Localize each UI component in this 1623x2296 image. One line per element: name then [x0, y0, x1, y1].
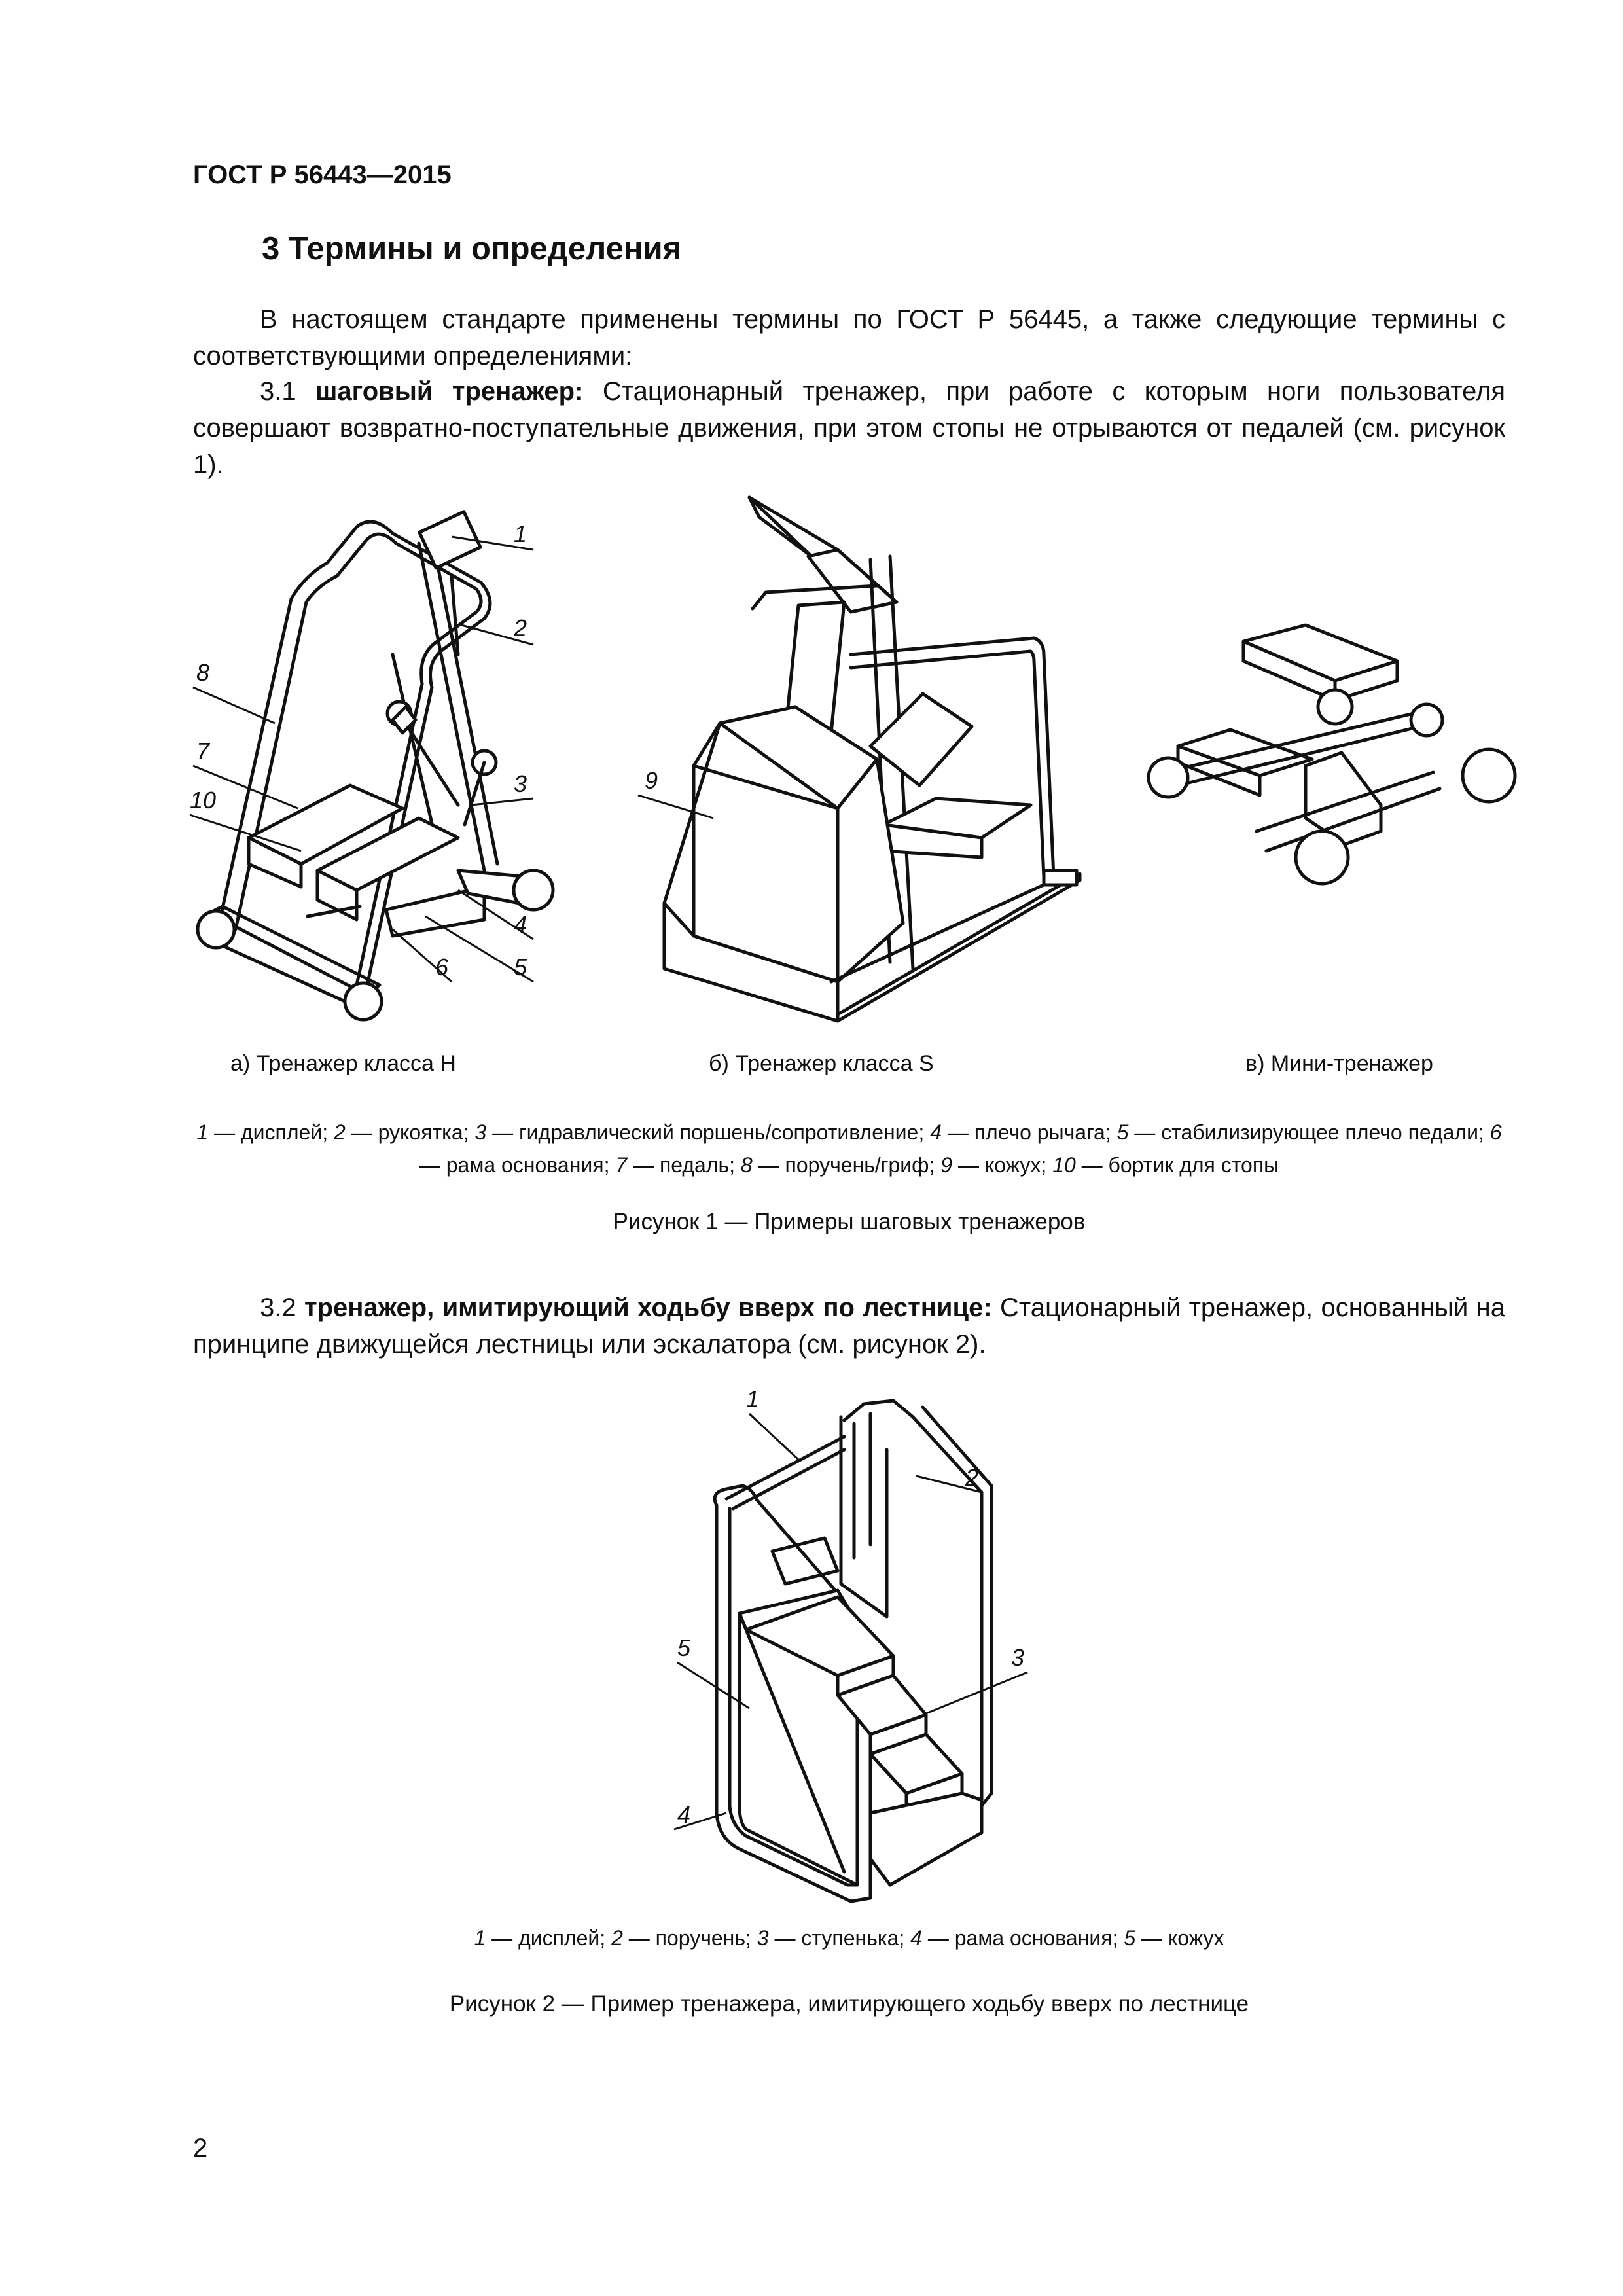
callout-6: 6	[435, 954, 449, 980]
legend-text: — плечо рычага;	[941, 1121, 1117, 1144]
legend-num: 1	[196, 1121, 209, 1144]
figure-2-legend	[193, 1922, 1505, 1954]
fig2-callout-1: 1	[746, 1386, 760, 1412]
figure-1b-caption: б) Тренажер класса S	[709, 1051, 934, 1076]
legend-text: — дисплей;	[486, 1926, 612, 1950]
legend-num: 4	[930, 1121, 942, 1144]
legend-num: 4	[910, 1926, 922, 1950]
figure-1-title: Рисунок 1 — Примеры шаговых тренажеров	[613, 1209, 1086, 1234]
term-3-1-term: шаговый тренажер:	[315, 377, 584, 406]
fig2-callout-5: 5	[677, 1634, 691, 1661]
legend-text: — дисплей;	[208, 1121, 334, 1144]
callout-5: 5	[514, 954, 527, 980]
fig2-callout-3: 3	[1011, 1644, 1025, 1671]
callout-3: 3	[514, 770, 527, 797]
legend-num: 3	[757, 1926, 769, 1950]
legend-num: 1	[474, 1926, 486, 1950]
fig2-callout-2: 2	[965, 1464, 979, 1491]
term-3-2-number: 3.2	[260, 1293, 296, 1322]
legend-num: 7	[615, 1153, 628, 1177]
legend-num: 2	[611, 1926, 623, 1950]
legend-text: — рама основания;	[921, 1926, 1124, 1950]
legend-num: 3	[474, 1121, 487, 1144]
callout-8: 8	[196, 659, 210, 686]
intro-text: В настоящем стандарте применены термины по ГОСТ Р 56445, а также следующие термины с соответствующими определениями:	[193, 305, 1505, 370]
legend-num: 8	[740, 1153, 753, 1177]
term-3-1-definition: Стационарный тренажер, при работе с которым ноги пользователя совершают возвратно-поступательные движения, при этом стопы не отрываются от педалей (см. рисунок 1).	[193, 377, 1505, 479]
legend-text: — ступенька;	[768, 1926, 911, 1950]
legend-text: — поручень/гриф;	[752, 1153, 941, 1177]
legend-num: 5	[1116, 1121, 1129, 1144]
term-3-2-definition: Стационарный тренажер, основанный на принципе движущейся лестницы или эскалатора (см. рисунок 2).	[193, 1293, 1506, 1359]
stair-climber-drawing	[715, 1401, 991, 1901]
legend-text: — рама основания;	[419, 1153, 616, 1177]
legend-num: 2	[333, 1121, 346, 1144]
figure-2-title: Рисунок 2 — Пример тренажера, имитирующего ходьбу вверх по лестнице	[449, 1991, 1249, 2017]
legend-num: 10	[1052, 1153, 1076, 1177]
legend-text: — гидравлический поршень/сопротивление;	[486, 1121, 931, 1144]
callout-1: 1	[514, 520, 527, 547]
legend-num: 9	[940, 1153, 953, 1177]
legend-num: 5	[1124, 1926, 1136, 1950]
legend-text: — поручень;	[622, 1926, 757, 1950]
legend-text: — кожух;	[952, 1153, 1053, 1177]
callout-2: 2	[514, 615, 527, 641]
page-number: 2	[193, 2134, 208, 2162]
callout-10: 10	[190, 787, 217, 814]
section-title: 3 Термины и определения	[262, 231, 682, 266]
legend-text: — педаль;	[627, 1153, 741, 1177]
callout-9: 9	[645, 767, 658, 794]
legend-num: 6	[1489, 1121, 1502, 1144]
figure-1a-caption: а) Тренажер класса H	[230, 1051, 456, 1076]
legend-text: — стабилизирующее плечо педали;	[1128, 1121, 1490, 1144]
legend-text: — рукоятка;	[345, 1121, 475, 1144]
figure-1c-caption: в) Мини-тренажер	[1245, 1051, 1433, 1076]
callout-7: 7	[196, 738, 210, 764]
legend-text: — кожух	[1135, 1926, 1224, 1950]
document-code: ГОСТ Р 56443—2015	[193, 160, 452, 189]
legend-text: — бортик для стопы	[1075, 1153, 1279, 1177]
fig2-callout-4: 4	[677, 1801, 691, 1828]
term-3-1-number: 3.1	[260, 377, 296, 406]
callout-4: 4	[514, 911, 527, 938]
term-3-2-term: тренажер, имитирующий ходьбу вверх по лестнице:	[304, 1293, 992, 1322]
